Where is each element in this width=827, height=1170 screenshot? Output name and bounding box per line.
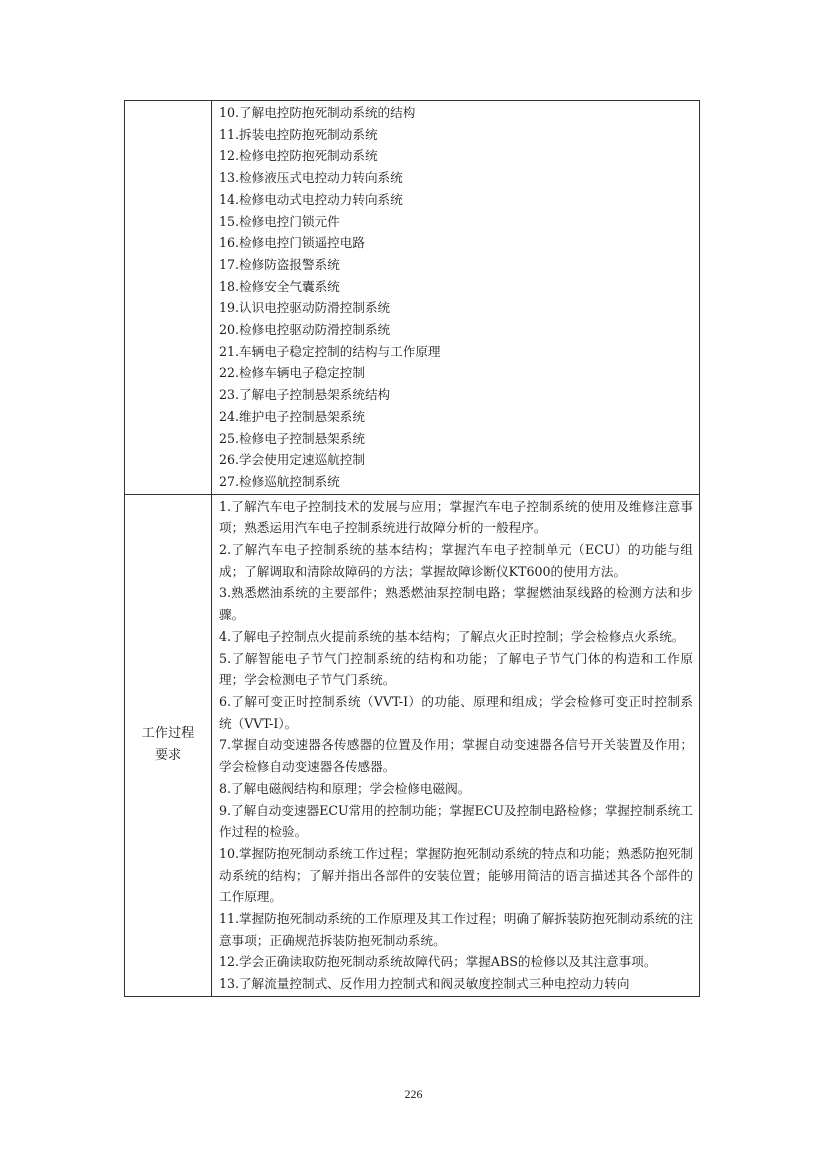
requirement-paragraph: 5.了解智能电子节气门控制系统的结构和功能；了解电子节气门体的构造和工作原理；学会检测电子节气门系统。 bbox=[219, 650, 693, 688]
list-item: 16.检修电控门锁遥控电路 bbox=[219, 235, 365, 251]
list-item: 23.了解电子控制悬架系统结构 bbox=[219, 387, 391, 403]
list-item: 27.检修巡航控制系统 bbox=[219, 473, 340, 489]
page-number: 226 bbox=[404, 1087, 423, 1101]
list-item: 22.检修车辆电子稳定控制 bbox=[219, 365, 365, 381]
requirement-paragraph: 8.了解电磁阀结构和原理；学会检修电磁阀。 bbox=[219, 780, 471, 796]
requirement-paragraph: 7.掌握自动变速器各传感器的位置及作用；掌握自动变速器各信号开关装置及作用；学会检修自动变速器各传感器。 bbox=[219, 737, 693, 775]
list-item: 13.检修液压式电控动力转向系统 bbox=[219, 170, 403, 186]
requirement-paragraph: 4.了解电子控制点火提前系统的基本结构；了解点火正时控制；学会检修点火系统。 bbox=[219, 628, 685, 644]
row-label-cell bbox=[125, 494, 212, 996]
list-item: 11.拆装电控防抱死制动系统 bbox=[219, 126, 378, 142]
requirements-cell bbox=[212, 494, 700, 996]
list-item: 26.学会使用定速巡航控制 bbox=[219, 452, 365, 468]
list-item: 15.检修电控门锁元件 bbox=[219, 213, 340, 229]
requirement-paragraph: 6.了解可变正时控制系统（VVT-I）的功能、原理和组成；学会检修可变正时控制系统（VVT-I）。 bbox=[219, 693, 693, 731]
row-label-line2: 要求 bbox=[154, 748, 182, 764]
requirements-list bbox=[212, 495, 699, 996]
table-row bbox=[125, 494, 700, 996]
table-row bbox=[125, 101, 700, 495]
list-item: 14.检修电动式电控动力转向系统 bbox=[219, 191, 403, 207]
list-item: 25.检修电子控制悬架系统 bbox=[219, 430, 365, 446]
row-label-cell bbox=[125, 101, 212, 495]
list-item: 18.检修安全气囊系统 bbox=[219, 278, 340, 294]
list-item: 21.车辆电子稳定控制的结构与工作原理 bbox=[219, 343, 441, 359]
requirement-paragraph: 13.了解流量控制式、反作用力控制式和阀灵敏度控制式三种电控动力转向 bbox=[219, 976, 630, 992]
task-list bbox=[212, 101, 699, 494]
requirement-paragraph: 3.熟悉燃油系统的主要部件；熟悉燃油泵控制电路；掌握燃油泵线路的检测方法和步骤。 bbox=[219, 585, 693, 623]
list-item: 17.检修防盗报警系统 bbox=[219, 256, 340, 272]
requirement-paragraph: 11.掌握防抱死制动系统的工作原理及其工作过程；明确了解拆装防抱死制动系统的注意事项；正确规范拆装防抱死制动系统。 bbox=[219, 911, 693, 948]
requirement-paragraph: 1.了解汽车电子控制技术的发展与应用；掌握汽车电子控制系统的使用及维修注意事项；熟悉运用汽车电子控制系统进行故障分析的一般程序。 bbox=[219, 498, 693, 536]
task-list-cell bbox=[212, 101, 700, 495]
list-item: 12.检修电控防抱死制动系统 bbox=[219, 148, 378, 164]
content-table bbox=[124, 100, 700, 997]
requirement-paragraph: 12.学会正确读取防抱死制动系统故障代码；掌握ABS的检修以及其注意事项。 bbox=[219, 954, 657, 970]
requirement-paragraph: 9.了解自动变速器ECU常用的控制功能；掌握ECU及控制电路检修；掌握控制系统工作过程的检验。 bbox=[219, 802, 693, 840]
list-item: 20.检修电控驱动防滑控制系统 bbox=[219, 322, 391, 338]
list-item: 19.认识电控驱动防滑控制系统 bbox=[219, 300, 391, 316]
requirement-paragraph: 10.掌握防抱死制动系统工作过程；掌握防抱死制动系统的特点和功能；熟悉防抱死制动系统的结构；了解并指出各部件的安装位置；能够用简洁的语言描述其各个部件的工作原理。 bbox=[219, 845, 693, 905]
requirement-paragraph: 2.了解汽车电子控制系统的基本结构；掌握汽车电子控制单元（ECU）的功能与组成；了解调取和清除故障码的方法；掌握故障诊断仪KT600的使用方法。 bbox=[219, 542, 693, 579]
list-item: 10.了解电控防抱死制动系统的结构 bbox=[219, 105, 416, 120]
row-label-line1: 工作过程 bbox=[141, 726, 195, 742]
list-item: 24.维护电子控制悬架系统 bbox=[219, 408, 365, 424]
